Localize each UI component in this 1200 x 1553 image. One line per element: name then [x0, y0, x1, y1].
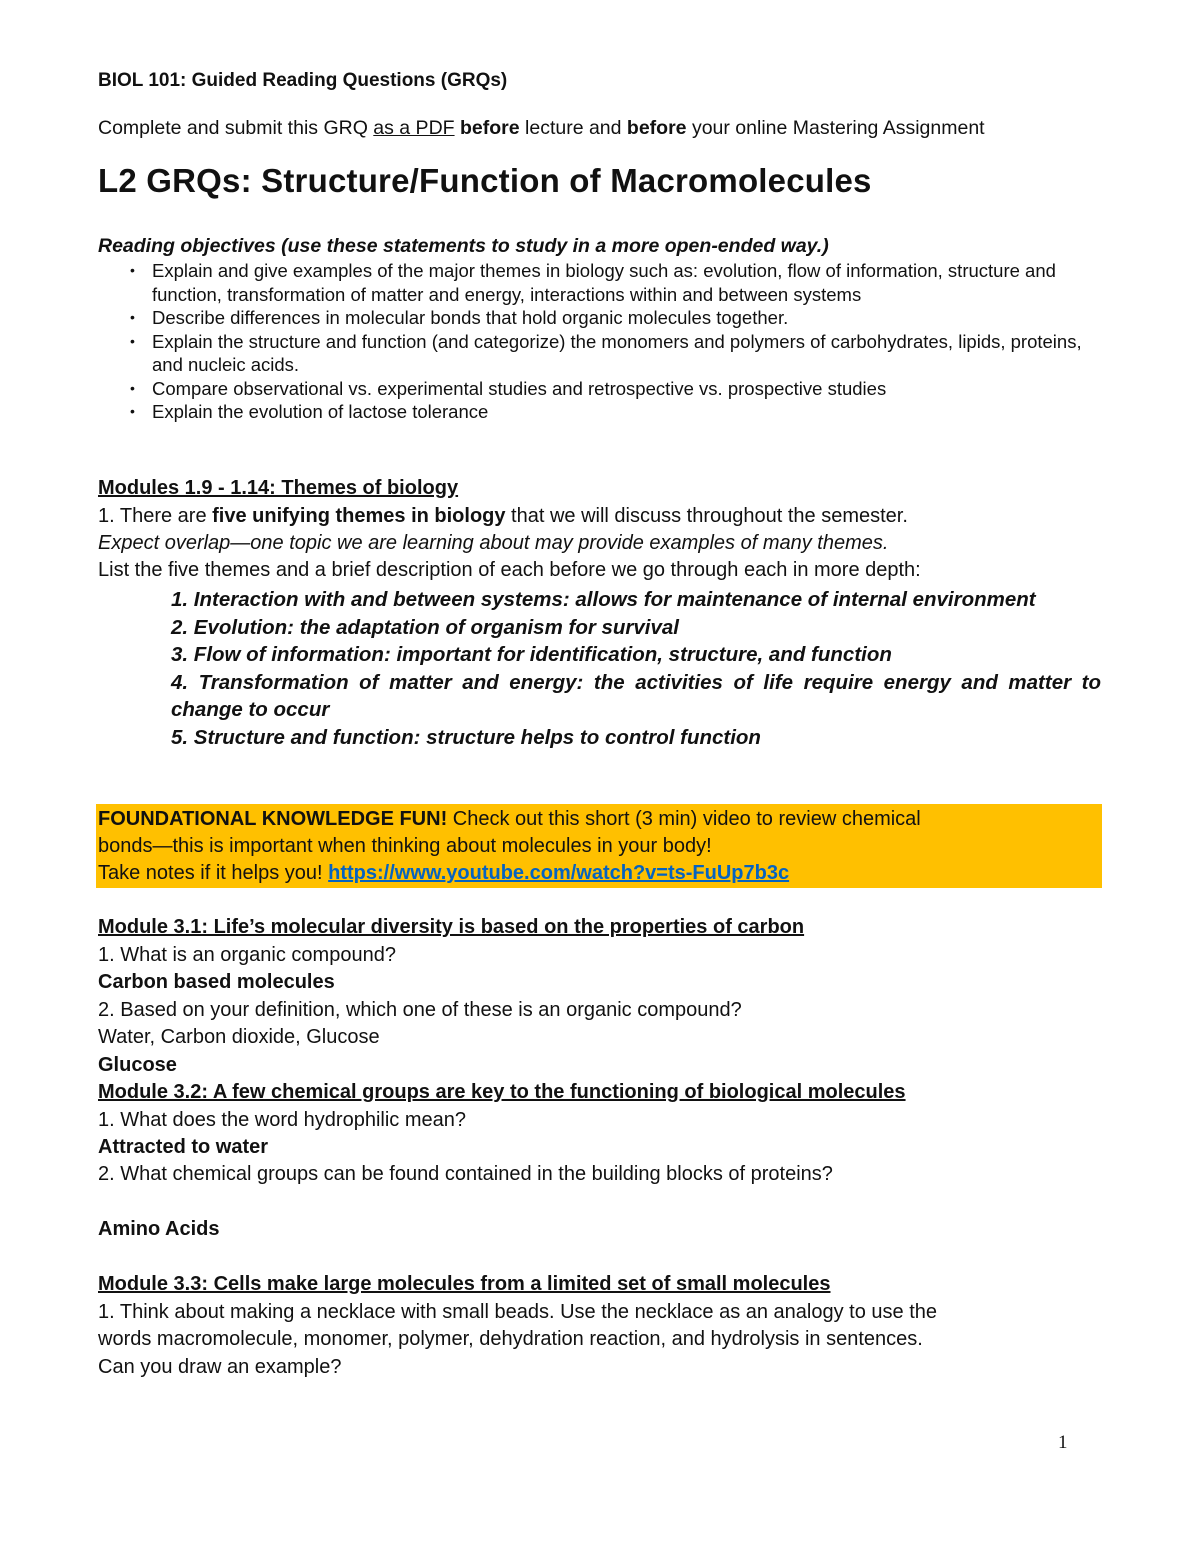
- instructions-underlined: as a PDF: [373, 117, 455, 139]
- objective-text: Explain the evolution of lactose tolerance: [152, 401, 489, 422]
- list-item: [130, 259, 1110, 306]
- submission-instructions: [98, 117, 985, 140]
- question-text: 1. Think about making a necklace with small beads. Use the necklace as an analogy to use the: [98, 1301, 938, 1323]
- list-item: 1. Interaction with and between systems: allows for maintenance of internal environment: [171, 588, 1036, 611]
- objectives-list: [130, 259, 1110, 424]
- section-heading-3-1: Module 3.1: Life’s molecular diversity is based on the properties of carbon: [98, 916, 805, 938]
- list-item: [130, 306, 1110, 330]
- objective-text: Compare observational vs. experimental studies and retrospective vs. prospective studies: [152, 377, 887, 399]
- answer-text: Carbon based molecules: [98, 971, 335, 993]
- bullet-icon: •: [130, 309, 135, 325]
- bullet-icon: •: [130, 379, 135, 396]
- objective-text: Explain the structure and function (and categorize) the monomers and polymers of carbohydrates, lipids, proteins, and nucleic acids.: [152, 330, 1082, 375]
- list-item: [130, 330, 1110, 377]
- course-header: BIOL 101: Guided Reading Questions (GRQs): [98, 70, 508, 91]
- answer-text: Glucose: [98, 1054, 177, 1076]
- bullet-icon: •: [130, 332, 135, 349]
- question-bold: five unifying themes in biology: [212, 505, 506, 527]
- question-prompt: List the five themes and a brief description of each before we go through each in more depth:: [98, 559, 921, 581]
- bullet-icon: •: [130, 403, 135, 419]
- section-heading-themes: Modules 1.9 - 1.14: Themes of biology: [98, 477, 459, 499]
- instructions-text: your online Mastering Assignment: [686, 117, 985, 139]
- list-item: 3. Flow of information: important for identification, structure, and function: [171, 643, 892, 666]
- objective-text: Describe differences in molecular bonds that hold organic molecules together.: [152, 307, 789, 328]
- list-item: 2. Evolution: the adaptation of organism for survival: [171, 615, 680, 639]
- question-text: 2. Based on your definition, which one of these is an organic compound?: [98, 999, 742, 1021]
- answer-text: Amino Acids: [98, 1218, 220, 1240]
- callout-bold: FOUNDATIONAL KNOWLEDGE FUN!: [98, 808, 448, 830]
- question-text: 2. What chemical groups can be found contained in the building blocks of proteins?: [98, 1163, 833, 1185]
- instructions-bold: before: [459, 117, 520, 139]
- section-heading-3-2: Module 3.2: A few chemical groups are key to the functioning of biological molecules: [98, 1081, 906, 1103]
- question-text: Can you draw an example?: [98, 1356, 342, 1378]
- callout-line-text: Check out this short (3 min) video to review chemical: [447, 808, 921, 830]
- question-text: 1. What is an organic compound?: [98, 944, 396, 966]
- objective-text: Explain and give examples of the major themes in biology such as: evolution, flow of information, structure and function, transformation of matter and energy, interactions within and between systems: [152, 260, 1056, 305]
- instructions-bold: before: [626, 117, 687, 139]
- page-title: L2 GRQs: Structure/Function of Macromolecules: [98, 162, 872, 199]
- list-item: [130, 400, 1110, 424]
- question-part: that we will discuss throughout the semester.: [505, 505, 908, 527]
- themes-answer-list: [171, 586, 1101, 751]
- callout-line-text: Take notes if it helps you!: [98, 862, 329, 884]
- question-text: 1. What does the word hydrophilic mean?: [98, 1109, 466, 1131]
- callout-text: [98, 806, 921, 887]
- question-text: [98, 505, 908, 528]
- list-item: 4. Transformation of matter and energy: the activities of life require energy and matter to change to occur: [171, 670, 1101, 721]
- question-part: 1. There are: [98, 505, 213, 527]
- video-link[interactable]: https://www.youtube.com/watch?v=ts-FuUp7b3c: [328, 862, 790, 884]
- question-text: words macromolecule, monomer, polymer, dehydration reaction, and hydrolysis in sentences.: [98, 1328, 923, 1350]
- objectives-heading: Reading objectives (use these statements to study in a more open-ended way.): [98, 235, 829, 257]
- callout-line: [98, 806, 921, 833]
- list-item: 5. Structure and function: structure helps to control function: [171, 725, 761, 749]
- bullet-icon: •: [130, 262, 135, 278]
- section-heading-3-3: Module 3.3: Cells make large molecules from a limited set of small molecules: [98, 1273, 831, 1295]
- question-options: Water, Carbon dioxide, Glucose: [98, 1026, 380, 1048]
- instructions-text: Complete and submit this GRQ: [98, 117, 374, 139]
- question-note: Expect overlap—one topic we are learning about may provide examples of many themes.: [98, 532, 889, 554]
- list-item: [130, 377, 1110, 401]
- callout-line: bonds—this is important when thinking about molecules in your body!: [98, 835, 712, 857]
- page-number: 1: [1058, 1432, 1068, 1453]
- answer-text: Attracted to water: [98, 1136, 269, 1158]
- instructions-text: lecture and: [519, 117, 627, 139]
- callout-line: [98, 860, 921, 887]
